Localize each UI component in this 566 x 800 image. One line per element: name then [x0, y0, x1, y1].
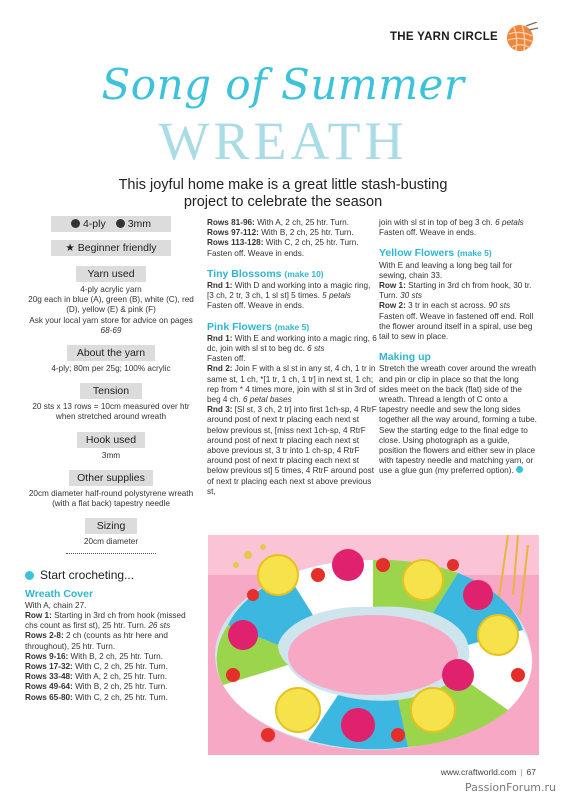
wreath-illustration: [208, 535, 539, 755]
column-2: [207, 218, 377, 497]
yarn-used-info: 4-ply acrylic yarn 20g each in blue (A), green (B), white (C), red (D), yellow (E) & pink (F) Ask your local yarn store for advice on pages 68-69: [28, 285, 194, 335]
making-up-text: Stretch the wreath cover around the wreath and pin or clip in place so that the long sides meet on the back (flat) side of the wreath. Thread a length of C onto a tapestry needle and sew the long sides together all the way around, forming a tube. Sew the starting edge to the final edge to close. Using photograph as a guide, position the flowers and either sew in place with tapestry needle and matching yarn, or use a glue gun (my preferred option).: [379, 364, 537, 476]
about-info: 4-ply; 80m per 25g; 100% acrylic: [51, 364, 171, 374]
hook-used-info: 3mm: [101, 450, 121, 460]
tension-info: 20 sts x 13 rows = 10cm measured over htr when stretched around wreath: [32, 402, 190, 422]
pattern-row: Rows 97-112: With B, 2 ch, 25 htr. Turn.: [207, 228, 354, 238]
tiny-fasten: Fasten off. Weave in ends.: [207, 301, 305, 311]
page-number: 67: [526, 767, 536, 777]
supplies-info: 20cm diameter half-round polystyrene wreath (with a flat back) tapestry needle: [28, 488, 194, 509]
star-icon: ★: [65, 242, 78, 254]
pattern-row: Rows 17-32: With C, 2 ch, 25 htr. Turn.: [25, 662, 168, 672]
pink-fasten-2: Fasten off. Weave in ends.: [379, 228, 477, 238]
yellow-row-2: Row 2: 3 tr in each st across. 90 sts: [379, 301, 511, 311]
yarn-icon: [71, 219, 80, 228]
ply-spec: 4-ply: [71, 216, 106, 232]
yellow-row-1: Row 1: Starting in 3rd ch from hook, 30 tr. Turn. 30 sts: [379, 281, 532, 301]
wreath-cover-heading: Wreath Cover: [25, 587, 94, 600]
tension-heading: Tension: [80, 383, 142, 399]
tiny-rnd-1: Rnd 1: With D and working into a magic ring, [3 ch, 2 tr, 3 ch, 1 sl st] 5 times. 5 petals: [207, 281, 371, 301]
about-heading: About the yarn: [67, 345, 155, 361]
bullet-icon: [25, 571, 34, 580]
column-3: [379, 218, 537, 477]
title-line-2: WREATH: [158, 111, 408, 171]
yarn-used-heading: Yarn used: [76, 266, 146, 282]
brand-title: THE YARN CIRCLE: [389, 31, 498, 43]
wreath-rows-cont: [207, 218, 377, 249]
watermark: PassionForum.ru: [465, 781, 556, 794]
pink-rnd-1: Rnd 1: With E and working into a magic ring, 6 dc, join with sl st to beg dc. 6 sts: [207, 333, 377, 354]
pattern-row: Rows 2-8: 2 ch (counts as htr here and throughout), 25 htr. Turn.: [25, 631, 168, 651]
yarn-ball-icon: [504, 22, 538, 52]
pattern-row: Rows 113-128: With C, 2 ch, 25 htr. Turn.: [207, 238, 359, 248]
divider: [66, 553, 156, 554]
end-mark-icon: [516, 466, 523, 473]
tiny-blossoms-heading: Tiny Blossoms (make 10): [207, 267, 324, 280]
pattern-row: Rows 33-48: With A, 2 ch, 25 htr. Turn.: [25, 672, 167, 682]
pattern-row: Row 1: Starting in 3rd ch from hook (missed chs count as first st), 25 htr. Turn. 26 sts: [25, 611, 186, 631]
pattern-row: Rows 9-16: With B, 2 ch, 25 htr. Turn.: [25, 651, 163, 661]
hook-used-heading: Hook used: [77, 432, 145, 448]
wreath-photo: [208, 535, 539, 755]
title-line-1: Song of Summer: [101, 60, 465, 109]
sizing-info: 20cm diameter: [83, 537, 139, 547]
spec-pill: [51, 216, 171, 232]
making-up-heading: Making up: [379, 351, 431, 364]
fasten-note: Fasten off. Weave in ends.: [207, 248, 305, 258]
column-1: [25, 216, 197, 703]
start-heading: Start crocheting...: [25, 570, 197, 580]
pink-rnd-3-cont: join with sl st in top of beg 3 ch. 6 petals: [379, 218, 524, 227]
pink-fasten: Fasten off.: [207, 354, 246, 364]
yellow-flowers-heading: Yellow Flowers (make 5): [379, 247, 492, 260]
pink-flowers-heading: Pink Flowers (make 5): [207, 320, 310, 333]
supplies-heading: Other supplies: [69, 470, 153, 486]
pattern-row: Rows 49-64: With B, 2 ch, 25 htr. Turn.: [25, 682, 168, 692]
yellow-end: Fasten off. Weave in fastened off end. Roll the flower around itself in a spiral, use beg tail to sew in place.: [379, 311, 534, 342]
pink-rnd-2: Rnd 2: Join F with a sl st in any st, 4 ch, 1 tr in same st, 1 ch, *[1 tr, 1 ch, 1 tr] in next st, 1 ch; rep from * 4 times more, join with sl st in 3rd of beg 4 ch. 6 petal bases: [207, 364, 376, 405]
wreath-rows: [25, 611, 197, 703]
hook-spec: 3mm: [116, 216, 151, 232]
yellow-intro: With E and leaving a long beg tail for sewing, chain 33.: [379, 260, 513, 280]
pattern-row: Rows 65-80: With C, 2 ch, 25 htr. Turn.: [25, 692, 168, 702]
footer: www.craftworld.com | 67: [440, 767, 536, 777]
sizing-heading: Sizing: [85, 518, 137, 534]
hook-icon: [116, 219, 125, 228]
pink-rnd-3: Rnd 3: [Sl st, 3 ch, 2 tr] into first 1ch-sp, 4 RtrF around post of next tr placing each next st below previous st, [miss next 1ch-sp, 4 RtrF around post of next tr placing each next st above previous st, 3 tr into 1 ch-sp, 4 RtrF around post of next tr placing each next st below previous st] 5 times, 4 RtrF around post of next tr placing each next st above previous st,: [207, 405, 377, 496]
footer-site: www.craftworld.com: [440, 767, 517, 777]
level-pill: ★ Beginner friendly: [51, 240, 171, 256]
subtitle: This joyful home make is a great little stash-busting project to celebrate the season: [118, 177, 448, 210]
wreath-intro: With A, chain 27.: [25, 600, 87, 610]
pattern-row: Rows 81-96: With A, 2 ch, 25 htr. Turn.: [207, 218, 349, 227]
brand-header: [390, 22, 538, 52]
